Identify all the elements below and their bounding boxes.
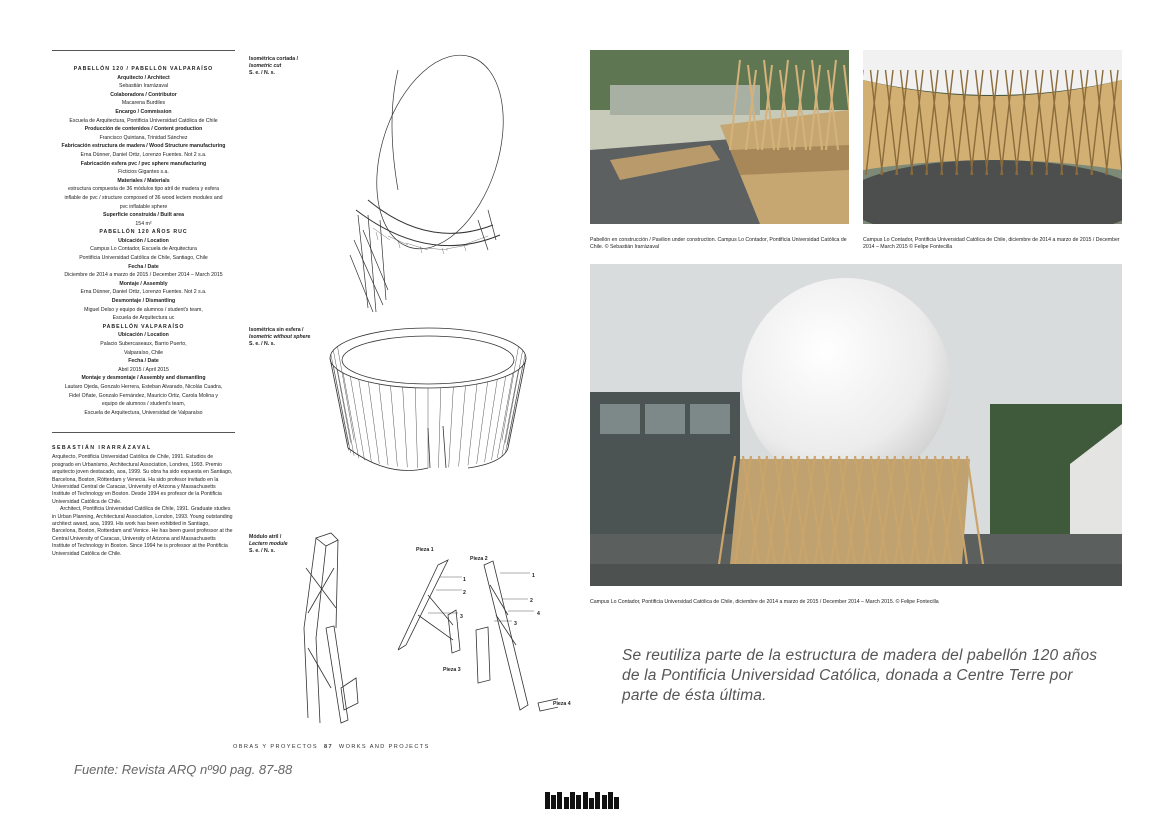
lectern-module-drawing (286, 528, 386, 728)
label-piece-4: Pieza 4 (553, 701, 571, 707)
piece-2-callout-1: 1 (532, 573, 535, 579)
photo-interior (863, 50, 1122, 224)
credits-label: Fecha / Date (128, 263, 159, 270)
credits-label: Arquitecto / Architect (117, 74, 170, 81)
credits-value: Palacio Subercaseaux, Barrio Puerto, (100, 341, 187, 347)
pull-quote: Se reutiliza parte de la estructura de madera del pabellón 120 años de la Pontificia Universidad Católica, donada a Centre Terre por parte de ésta última. (622, 647, 1098, 704)
credits-value: Ficticios Gigantes s.a. (118, 169, 169, 176)
credits-heading: PABELLÓN 120 AÑOS RUC (99, 229, 188, 236)
piece-2-callout-4: 4 (537, 611, 540, 617)
credits-label: Encargo / Commission (115, 108, 172, 115)
credits-value: Fidel Oñate, Gonzalo Fernández, Mauricio Ortiz, Carola Molina y (68, 392, 219, 399)
credits-value: equipo de alumnos / student's team, (101, 401, 186, 408)
credits-value: estructura compuesta de 36 módulos tipo atril de madera y esfera (67, 186, 220, 193)
credits-value: Miguel Delso y equipo de alumnos / student's team, (84, 306, 203, 313)
piece-1-callout-2: 2 (463, 590, 466, 596)
credits-label: Fabricación esfera pvc / pvc sphere manufacturing (80, 160, 207, 167)
drawing-label-no-sphere: Isométrica sin esfera / Isometric without sphere S. e. / N. s. (249, 327, 311, 347)
credits-value: Erna Dünner, Daniel Ortiz, Lorenzo Fuentes. Not 2 s.a. (80, 151, 207, 158)
credits-block (52, 50, 235, 417)
credits-value: pvc inflatable sphere (119, 203, 168, 210)
credits-label: Fecha / Date (128, 358, 159, 365)
credits-label: Materiales / Materials (117, 177, 170, 184)
caption-photo-sphere: Campus Lo Contador, Pontificia Universidad Católica de Chile, diciembre de 2014 a marzo de 2015 / December 2014 – March 2015. © Felipe Fontecilla (590, 599, 939, 605)
bio-title: SEBASTIÁN IRARRÁZAVAL (52, 445, 152, 451)
credits-value: Lautaro Ojeda, Gonzalo Herrera, Esteban Alvarado, Nicolás Cuadra, (64, 383, 223, 390)
publisher-logo-icon (545, 789, 625, 809)
piece-1-callout-1: 1 (463, 577, 466, 583)
credits-value: Valparaíso, Chile (123, 349, 164, 356)
caption-photo-interior: Campus Lo Contador, Pontificia Universidad Católica de Chile, diciembre de 2014 a marzo de 2015 / December 2014 – March 2015 © Felipe Fontecilla (863, 237, 1120, 250)
credits-value: Diciembre de 2014 a marzo de 2015 / December 2014 – March 2015 (64, 272, 223, 279)
piece-2-callout-2: 2 (530, 598, 533, 604)
credits-value: Macarena Burdiles (121, 100, 166, 107)
credits-value: Francisco Quintana, Trinidad Sánchez (99, 134, 188, 141)
bio-english: Architect, Pontificia Universidad Católica de Chile, 1991. Graduate studies in Urban Planning, Architectural Association, London, 1993. Young outstanding architect award, aoa, 1999. His work has been exhibited in Santiago, Barcelona, Boston, Rotterdam and Venice. He has been guest professor at the Central University of Caracas, University of Arizona and Massachusetts Institute of Technology in Boston. Since 1994 he is professor at the Pontificia Universidad Católica de Chile. (52, 506, 233, 557)
credits-value: Abril 2015 / April 2015 (118, 366, 169, 373)
caption-photo-construction: Pabellón en construcción / Pavilion under construction. Campus Lo Contador, Pontificia Universidad Católica de Chile. © Sebastián Irarrázaval (590, 237, 847, 250)
credits-label: Ubicación / Location (118, 332, 169, 339)
drawing-label-module: Módulo atril / Lectern module S. e. / N. s. (249, 534, 288, 554)
credits-value: 154 m² (135, 220, 152, 227)
credits-value: Escuela de Arquitectura uc (112, 315, 175, 322)
bio-block (52, 432, 235, 558)
page-footer: OBRAS Y PROYECTOS 87 WORKS AND PROJECTS (233, 744, 430, 750)
credits-label: Producción de contenidos / Content production (84, 126, 203, 133)
isometric-no-sphere-drawing (318, 318, 538, 488)
credits-label: Montaje / Assembly (119, 280, 168, 287)
bio-spanish: Arquitecto, Pontificia Universidad Católica de Chile, 1991. Estudios de posgrado en Urbanismo, Architectural Association, Londres, 1993. Premio arquitecto joven destacado, aoa, 1999. Su obra ha sido expuesta en Santiago, Barcelona, Boston, Rótterdam y Venecia. Ha sido profesor invitado en la Universidad Central de Caracas, University of Arizona y Massachusetts Institute of Technology en Boston. Desde 1994 es profesor de la Pontificia Universidad Católica de Chile. (52, 454, 233, 505)
credits-label: Ubicación / Location (118, 237, 169, 244)
credits-value: Erna Dünner, Daniel Ortiz, Lorenzo Fuentes. Not 2 s.a. (80, 289, 207, 296)
credits-label: Desmontaje / Dismantling (111, 298, 176, 305)
credits-value: inflable de pvc / structure composed of 36 wood lectern modules and (64, 194, 223, 201)
credits-label: Montaje y desmontaje / Assembly and dismantling (81, 375, 206, 382)
credits-value: Sebastián Irarrázaval (118, 83, 169, 90)
credits-value: Escuela de Arquitectura, Universidad de Valparaíso (84, 409, 203, 416)
pieces-drawing (398, 555, 558, 725)
photo-construction (590, 50, 849, 224)
drawing-label-cut: Isométrica cortada / Isometric cut S. e. / N. s. (249, 56, 299, 76)
isometric-cut-drawing (328, 40, 518, 330)
credits-label: Superficie construida / Built area (102, 212, 184, 219)
label-piece-1: Pieza 1 (416, 547, 434, 553)
credits-label: Fabricación estructura de madera / Wood Structure manufacturing (61, 143, 226, 150)
credits-value: Campus Lo Contador, Escuela de Arquitectura (90, 246, 197, 253)
credits-heading: PABELLÓN VALPARAÍSO (102, 323, 185, 330)
piece-1-callout-3: 3 (460, 614, 463, 620)
piece-2-callout-3: 3 (514, 621, 517, 627)
credits-label: Colaboradora / Contributor (110, 91, 177, 98)
source-note: Fuente: Revista ARQ nº90 pag. 87-88 (74, 762, 293, 777)
credits-value: Escuela de Arquitectura, Pontificia Universidad Católica de Chile (69, 117, 218, 124)
credits-heading: PABELLÓN 120 / PABELLÓN VALPARAÍSO (73, 66, 214, 72)
label-piece-2: Pieza 2 (470, 556, 488, 562)
label-piece-3: Pieza 3 (443, 667, 461, 673)
credits-value: Pontificia Universidad Católica de Chile, Santiago, Chile (79, 255, 208, 262)
photo-sphere-pavilion (590, 264, 1122, 586)
